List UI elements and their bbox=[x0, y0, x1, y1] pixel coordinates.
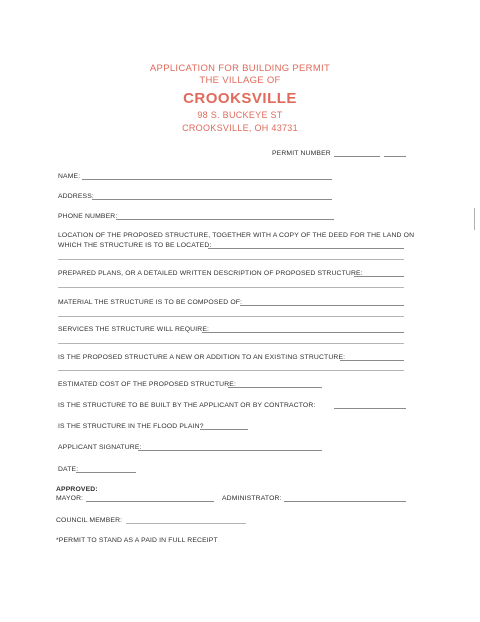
date-label: DATE: bbox=[58, 466, 79, 473]
plans-field-continued[interactable] bbox=[58, 287, 404, 288]
flood-plain-label: IS THE STRUCTURE IN THE FLOOD PLAIN? bbox=[58, 423, 204, 430]
phone-label: PHONE NUMBER: bbox=[58, 213, 118, 220]
phone-field[interactable] bbox=[116, 219, 334, 220]
street-address: 98 S. BUCKEYE ST bbox=[197, 110, 283, 120]
permit-number-blank-2[interactable] bbox=[384, 156, 406, 157]
address-field[interactable] bbox=[92, 199, 332, 200]
council-member-label: COUNCIL MEMBER: bbox=[56, 517, 123, 524]
permit-number-label: PERMIT NUMBER bbox=[272, 150, 331, 157]
plans-field[interactable] bbox=[354, 276, 404, 277]
village-name: CROOKSVILLE bbox=[183, 90, 297, 107]
signature-field[interactable] bbox=[138, 450, 322, 451]
material-label: MATERIAL THE STRUCTURE IS TO BE COMPOSED OF: bbox=[58, 299, 243, 306]
built-by-label: IS THE STRUCTURE TO BE BUILT BY THE APPLICANT OR BY CONTRACTOR: bbox=[58, 402, 316, 409]
new-or-addition-label: IS THE PROPOSED STRUCTURE A NEW OR ADDITION TO AN EXISTING STRUCTURE: bbox=[58, 354, 346, 361]
location-label-line1: LOCATION OF THE PROPOSED STRUCTURE, TOGETHER WITH A COPY OF THE DEED FOR THE LAND ON bbox=[58, 232, 415, 239]
permit-number-blank[interactable] bbox=[334, 156, 380, 157]
date-field[interactable] bbox=[76, 472, 136, 473]
signature-label: APPLICANT SIGNATURE: bbox=[58, 444, 142, 451]
cost-label: ESTIMATED COST OF THE PROPOSED STRUCTURE: bbox=[58, 381, 236, 388]
plans-label: PREPARED PLANS, OR A DETAILED WRITTEN DESCRIPTION OF PROPOSED STRUCTURE: bbox=[58, 270, 363, 277]
city-address: CROOKSVILLE, OH 43731 bbox=[182, 123, 298, 133]
services-field[interactable] bbox=[202, 332, 404, 333]
approved-label: APPROVED: bbox=[56, 486, 98, 493]
administrator-label: ADMINISTRATOR: bbox=[222, 495, 282, 502]
services-label: SERVICES THE STRUCTURE WILL REQUIRE: bbox=[58, 326, 210, 333]
cost-field[interactable] bbox=[228, 387, 322, 388]
location-field-continued[interactable] bbox=[58, 259, 404, 260]
administrator-field[interactable] bbox=[284, 501, 406, 502]
village-of-label: THE VILLAGE OF bbox=[199, 75, 281, 86]
form-title: APPLICATION FOR BUILDING PERMIT bbox=[149, 63, 331, 74]
services-field-continued[interactable] bbox=[58, 343, 404, 344]
location-field[interactable] bbox=[208, 248, 404, 249]
mayor-label: MAYOR: bbox=[56, 495, 84, 502]
mayor-field[interactable] bbox=[86, 501, 214, 502]
material-field[interactable] bbox=[240, 305, 404, 306]
flood-plain-field[interactable] bbox=[200, 429, 248, 430]
new-or-addition-field[interactable] bbox=[340, 360, 404, 361]
new-or-addition-field-continued[interactable] bbox=[58, 370, 404, 371]
receipt-footnote: *PERMIT TO STAND AS A PAID IN FULL RECEIPT bbox=[56, 537, 218, 544]
scan-edge-mark bbox=[474, 208, 475, 230]
council-member-field[interactable] bbox=[126, 523, 246, 524]
name-label: NAME: bbox=[58, 173, 81, 180]
form-header bbox=[0, 63, 480, 133]
location-label-line2: WHICH THE STRUCTURE IS TO BE LOCATED: bbox=[58, 242, 212, 249]
built-by-field[interactable] bbox=[334, 408, 406, 409]
material-field-continued[interactable] bbox=[58, 316, 404, 317]
name-field[interactable] bbox=[82, 179, 332, 180]
address-label: ADDRESS: bbox=[58, 193, 94, 200]
